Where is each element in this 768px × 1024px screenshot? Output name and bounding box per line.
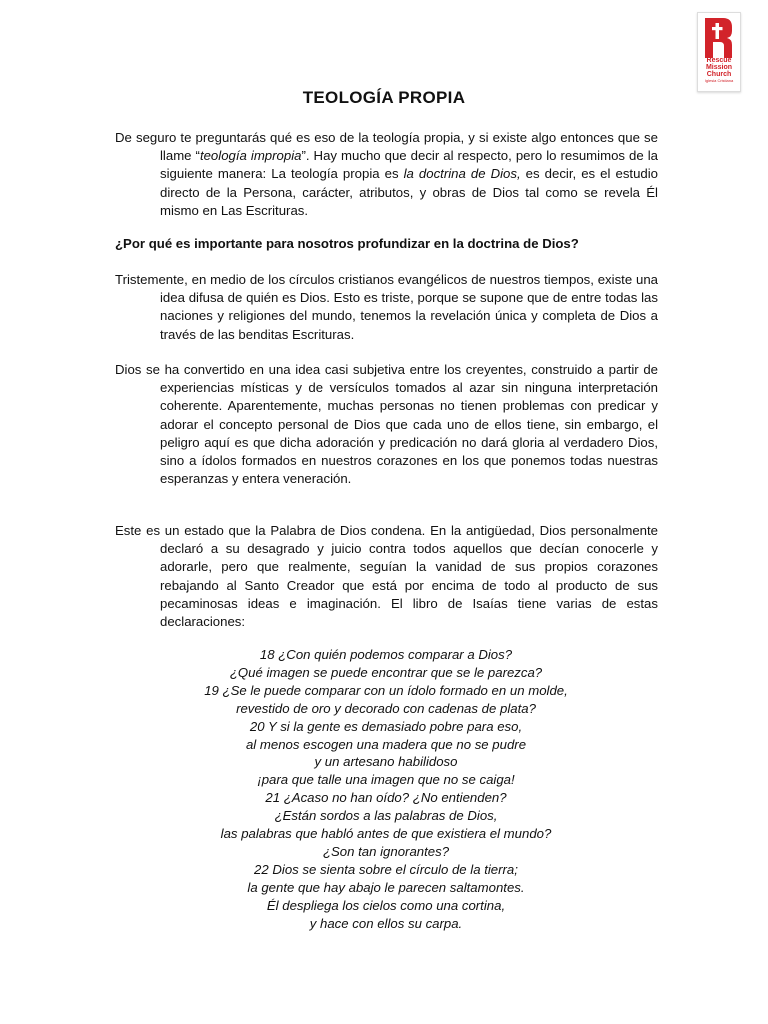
verse-line: ¿Qué imagen se puede encontrar que se le parezca? [229,664,543,680]
logo-line-2: Mission [705,64,733,71]
paragraph-dios-idea: Dios se ha convertido en una idea casi subjetiva entre los creyentes, construido a partir de experiencias místicas y de versículos tomados al azar sin ninguna interpretación coherente. Aparentemente, muchas personas no tienen problemas con predicar y adorar el concepto personal de Dios que cada uno de ellos tiene, sin embargo, el peligro aquí es que dicha adoración y predicación no dará gloria al verdadero Dios, sino a ídolos formados en nuestros corazones en los que ponemos todas nuestras esperanzas y entera veneración. [115,362,658,487]
verse-line: al menos escogen una madera que no se pudre [245,736,527,752]
verse-line: 20 Y si la gente es demasiado pobre para eso, [249,718,523,734]
intro-text-b: teología impropia [199,148,302,164]
cross-logo-icon [705,18,732,58]
verse-line: ¿Son tan ignorantes? [322,843,450,859]
section-question: ¿Por qué es importante para nosotros profundizar en la doctrina de Dios? [115,236,579,251]
verse-line: y un artesano habilidoso [314,754,458,770]
verse-line: 22 Dios se sienta sobre el círculo de la tierra; [254,861,518,877]
verse-line: la gente que hay abajo le parecen saltamontes. [247,879,525,895]
intro-text-c: ”. Hay mucho que decir al respecto, pero lo resumimos de la siguiente manera: La teología propia es [160,148,658,182]
intro-text-e: es decir, es el estudio directo de la Persona, carácter, atributos, y obras de Dios tal como se revela Él mismo en Las Escrituras. [160,166,659,218]
verse-line: 18 ¿Con quién podemos comparar a Dios? [259,647,513,662]
logo-line-1: Rescue [706,57,732,64]
verse-line: ¡para que talle una imagen que no se caiga! [257,772,515,788]
verse-line: 19 ¿Se le puede comparar con un ídolo formado en un molde, [204,682,568,698]
logo-wordmark [698,57,740,83]
intro-text-a: De seguro te preguntarás qué es eso de la teología propia, y si existe algo entonces que se llame “ [115,130,658,164]
document-title: TEOLOGÍA PROPIA [302,88,466,107]
paragraph-tristemente: Tristemente, en medio de los círculos cristianos evangélicos de nuestros tiempos, existe una idea difusa de quién es Dios. Esto es triste, porque se supone que de entre todas las naciones y religiones del mundo, tenemos la revelación única y completa de Dios a través de las benditas Escrituras. [115,272,658,342]
verse-line: y hace con ellos su carpa. [309,915,463,931]
scripture-quote [0,646,768,933]
intro-text-d: la doctrina de Dios, [403,166,521,182]
logo-line-3: Church [706,71,732,78]
verse-line: 21 ¿Acaso no han oído? ¿No entienden? [265,790,507,806]
paragraph-intro [115,129,658,220]
logo-line-4: Iglesia Cristiana [704,78,734,83]
paragraph-estado: Este es un estado que la Palabra de Dios condena. En la antigüedad, Dios personalmente declaró a su desagrado y juicio contra todos aquellos que decían conocerle y adorarle, pero que realmente, seguían la vanidad de sus propios corazones rebajando al Santo Creador que está por encima de todo al producto de sus pecaminosas ideas e imaginación. El libro de Isaías tiene varias de estas declaraciones: [115,523,658,630]
verse-line: las palabras que habló antes de que existiera el mundo? [220,826,552,842]
verse-line: ¿Están sordos a las palabras de Dios, [274,808,498,824]
verse-line: revestido de oro y decorado con cadenas de plata? [236,700,536,716]
church-logo [697,12,741,92]
verse-line: Él despliega los cielos como una cortina, [266,897,506,913]
